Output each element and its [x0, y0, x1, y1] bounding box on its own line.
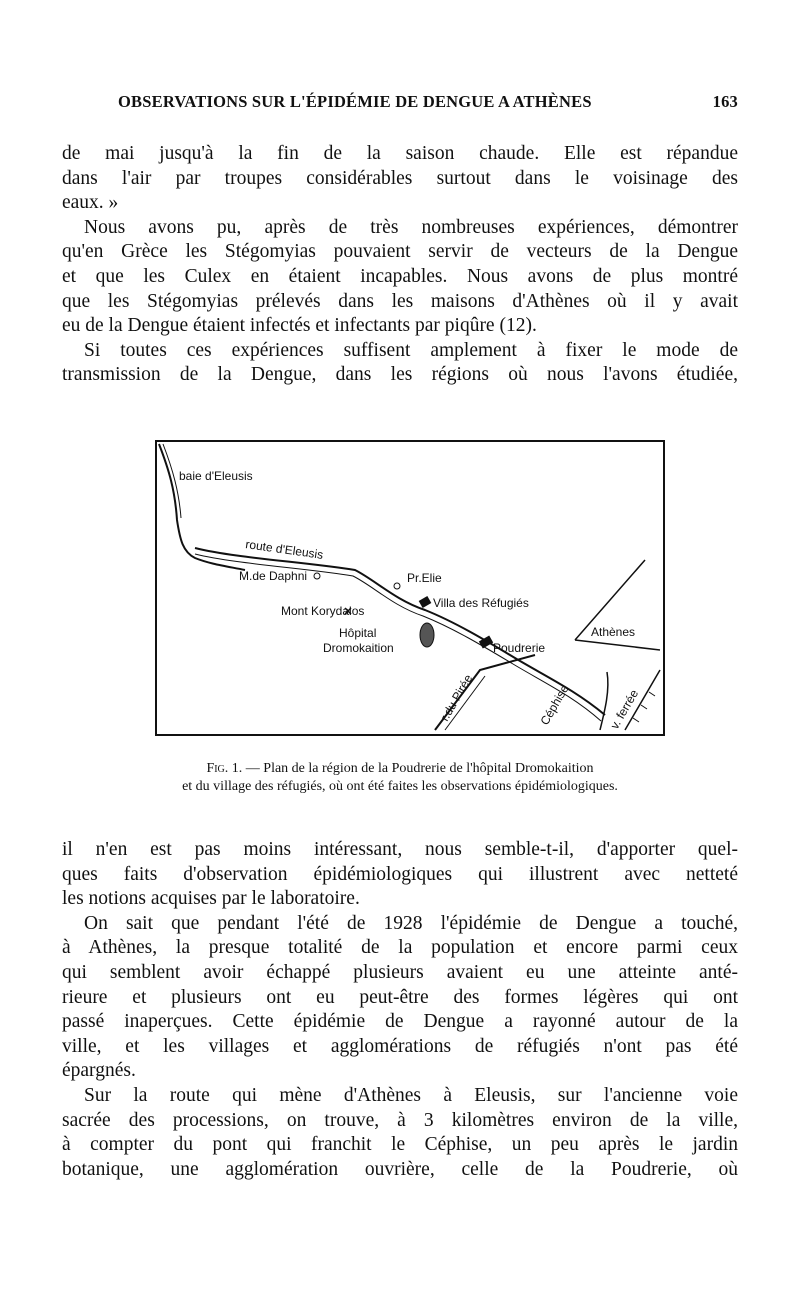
- hopital-marker: [420, 623, 434, 647]
- map-figure: [155, 440, 665, 736]
- label-refugies: Villa des Réfugiés: [433, 596, 529, 610]
- label-hopital-1: Hôpital: [339, 626, 377, 640]
- caption-text-1: — Plan de la région de la Poudrerie de l'hôpital Dromokaition: [242, 761, 594, 776]
- text-line: Nous avons pu, après de très nombreuses expériences, démontrer: [84, 216, 738, 238]
- running-header: [118, 92, 738, 116]
- text-line: transmission de la Dengue, dans les régions où nous l'avons étudiée,: [62, 364, 738, 386]
- text-line: passé inaperçues. Cette épidémie de Dengue a rayonné autour de la: [62, 1011, 738, 1033]
- body-text-bottom: [62, 838, 738, 1182]
- label-cephise: Céphise: [537, 682, 572, 728]
- figure-caption: [90, 760, 710, 796]
- label-athenes: Athènes: [591, 625, 636, 639]
- text-line: à Athènes, la presque totalité de la population et encore parmi ceux: [62, 937, 738, 959]
- refugies-marker: [419, 596, 432, 608]
- text-line: dans l'air par troupes considérables surtout dans le voisinage des: [62, 167, 738, 189]
- text-line: Si toutes ces expériences suffisent amplement à fixer le mode de: [84, 339, 738, 361]
- elie-marker: [394, 583, 400, 589]
- daphni-marker: [314, 573, 320, 579]
- text-line: épargnés.: [62, 1060, 136, 1082]
- text-line: à compter du pont qui franchit le Céphise, un peu après le jardin: [62, 1134, 738, 1156]
- label-piree: r.du Pirée: [437, 672, 476, 724]
- text-line: et que les Culex en étaient incapables. Nous avons de plus montré: [62, 265, 738, 287]
- label-bay: baie d'Eleusis: [179, 469, 253, 483]
- label-ferree: v. ferrée: [607, 687, 642, 732]
- text-line: ques faits d'observation épidémiologiques qui illustrent avec netteté: [62, 863, 738, 885]
- map-frame: [156, 441, 664, 735]
- caption-fig-label: Fig. 1.: [206, 761, 243, 776]
- text-line: ville, et les villages et agglomérations de réfugiés n'ont pas été: [62, 1035, 738, 1057]
- map-svg: [155, 440, 665, 736]
- text-line: rieure et plusieurs ont eu peut-être des formes légères qui ont: [62, 986, 738, 1008]
- text-line: de mai jusqu'à la fin de la saison chaude. Elle est répandue: [62, 143, 738, 164]
- text-line: On sait que pendant l'été de 1928 l'épidémie de Dengue a touché,: [84, 912, 738, 934]
- text-line: botanique, une agglomération ouvrière, celle de la Poudrerie, où: [62, 1158, 738, 1180]
- text-line: qui semblent avoir échappé plusieurs avaient eu une atteinte anté-: [62, 961, 738, 983]
- text-line: sacrée des processions, on trouve, à 3 kilomètres environ de la ville,: [62, 1109, 738, 1131]
- page-number: 163: [712, 92, 738, 111]
- running-title: OBSERVATIONS SUR L'ÉPIDÉMIE DE DENGUE A ATHÈNES: [118, 92, 592, 111]
- coastline: [159, 444, 245, 570]
- text-line: il n'en est pas moins intéressant, nous semble-t-il, d'apporter quel-: [62, 839, 738, 860]
- caption-line-1: [90, 760, 710, 778]
- river-cephise: [600, 672, 608, 730]
- text-line: Sur la route qui mène d'Athènes à Eleusis, sur l'ancienne voie: [84, 1084, 738, 1106]
- text-line: eu de la Dengue étaient infectés et infectants par piqûre (12).: [62, 315, 537, 337]
- label-daphni: M.de Daphni: [239, 569, 308, 583]
- label-hopital-2: Dromokaition: [323, 641, 394, 655]
- body-text-top: [62, 142, 738, 388]
- label-elie: Pr.Elie: [407, 571, 442, 585]
- text-line: qu'en Grèce les Stégomyias pouvaient servir de vecteurs de la Dengue: [62, 241, 738, 263]
- caption-line-2: et du village des réfugiés, où ont été faites les observations épidémiologiques.: [182, 779, 618, 794]
- label-poudrerie: Poudrerie: [493, 641, 546, 655]
- text-line: que les Stégomyias prélevés dans les maisons d'Athènes où il y avait: [62, 290, 738, 312]
- label-road-eleusis: route d'Eleusis: [244, 537, 325, 562]
- label-korydalos: Mont Korydalos: [281, 604, 365, 618]
- text-line: eaux. »: [62, 192, 119, 214]
- text-line: les notions acquises par le laboratoire.: [62, 888, 360, 910]
